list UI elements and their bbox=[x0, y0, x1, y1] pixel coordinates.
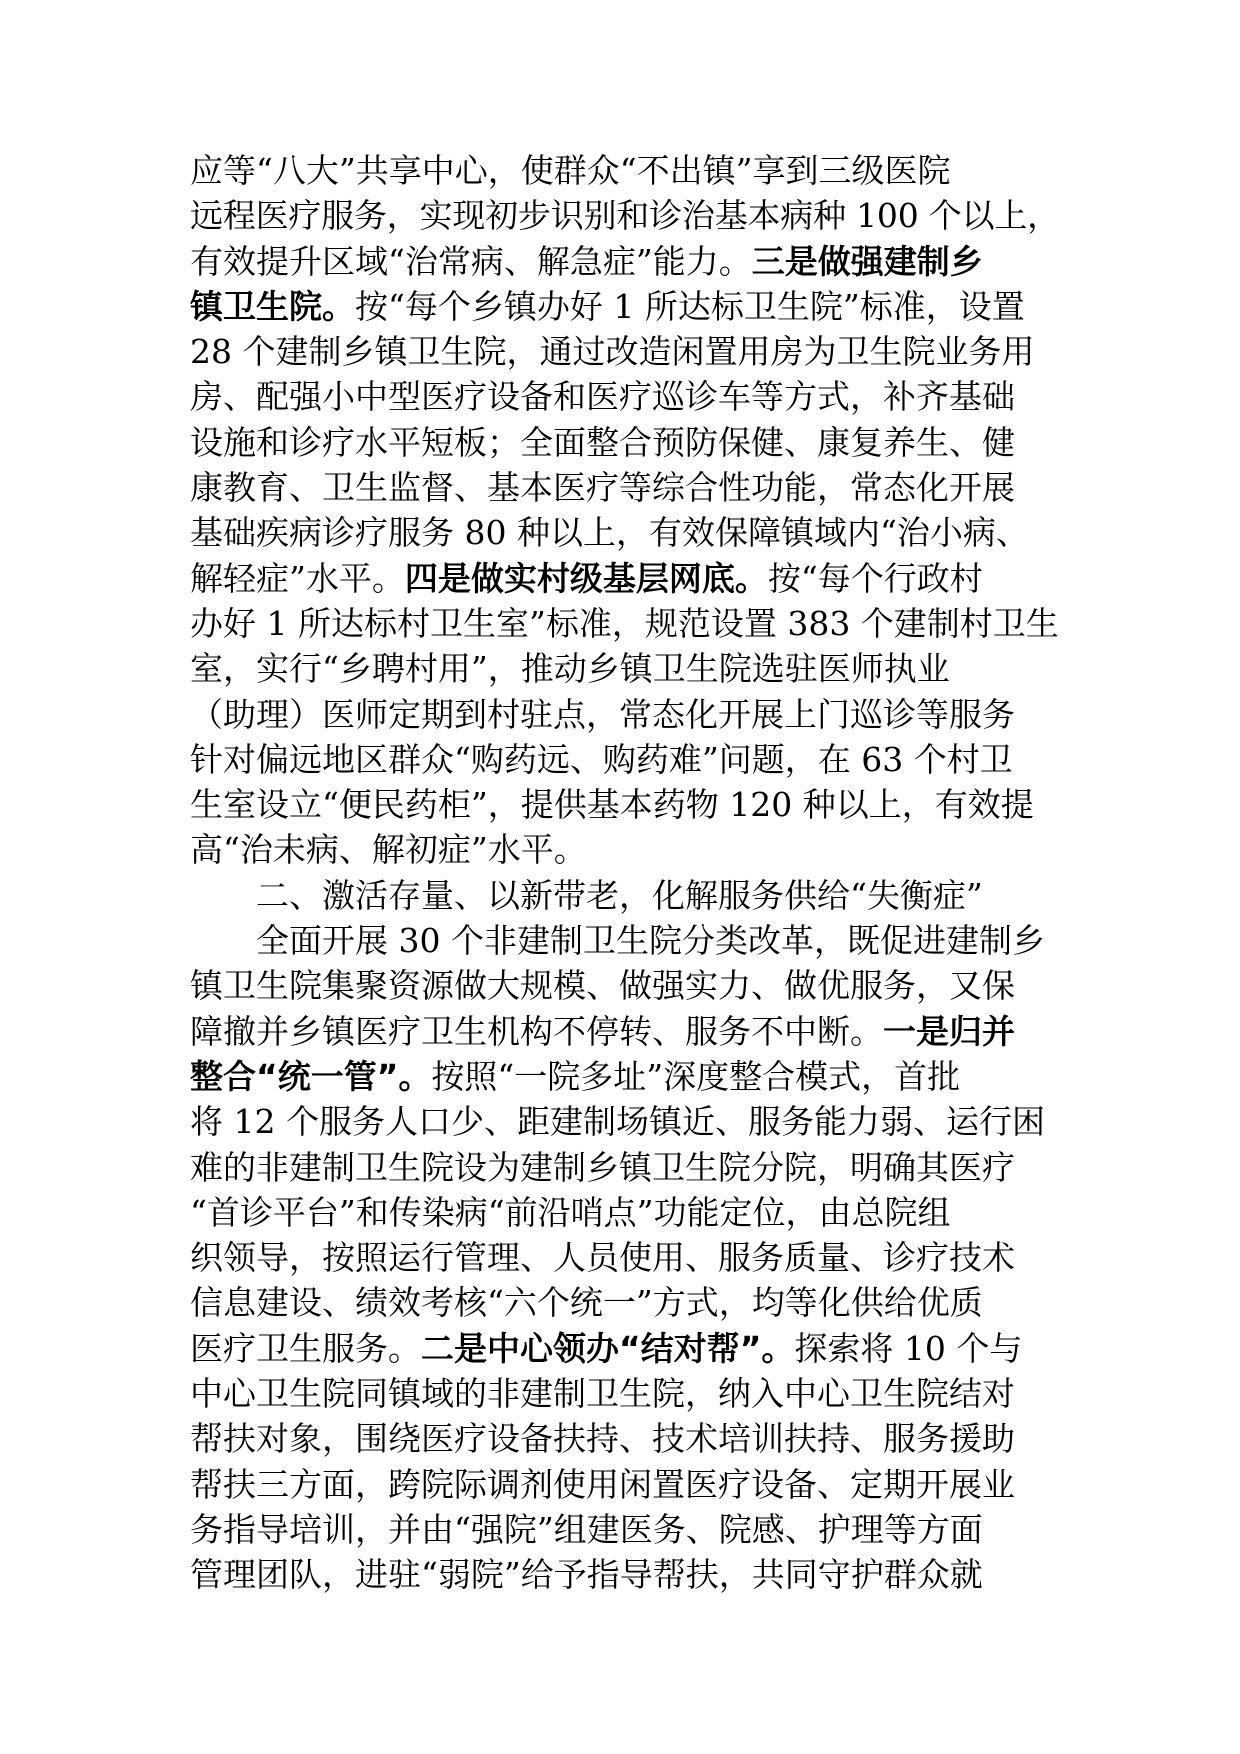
text-line bbox=[190, 646, 1060, 691]
text-run: 有效提升区域“治常病、解急症”能力。 bbox=[190, 241, 752, 281]
text-line bbox=[190, 1462, 1060, 1507]
text-run: 针对偏远地区群众“购药远、购药难”问题，在 63 个村卫 bbox=[190, 739, 1013, 779]
text-line bbox=[190, 1326, 1060, 1371]
text-run: 室，实行“乡聘村用”，推动乡镇卫生院选驻医师执业 bbox=[190, 649, 950, 689]
text-run: （助理）医师定期到村驻点，常态化开展上门巡诊等服务 bbox=[190, 694, 1015, 734]
text-line bbox=[190, 1371, 1060, 1416]
text-run: 织领导，按照运行管理、人员使用、服务质量、诊疗技术 bbox=[190, 1238, 1015, 1278]
text-line bbox=[190, 918, 1060, 963]
text-line bbox=[190, 1235, 1060, 1280]
text-run: 管理团队，进驻“弱院”给予指导帮扶，共同守护群众就 bbox=[190, 1555, 983, 1595]
text-line bbox=[190, 239, 1060, 284]
text-line bbox=[190, 1190, 1060, 1235]
text-run: 康教育、卫生监督、基本医疗等综合性功能，常态化开展 bbox=[190, 468, 1015, 508]
text-line bbox=[190, 556, 1060, 601]
text-run: 应等“八大”共享中心，使群众“不出镇”享到三级医院 bbox=[190, 151, 951, 190]
text-run: 医疗卫生服务。 bbox=[190, 1328, 421, 1368]
text-line bbox=[190, 374, 1060, 419]
text-line bbox=[190, 601, 1060, 646]
text-line bbox=[190, 465, 1060, 510]
text-line bbox=[190, 148, 1060, 193]
text-line bbox=[190, 1099, 1060, 1144]
text-run: 远程医疗服务，实现初步识别和诊治基本病种 100 个以上， bbox=[190, 196, 1060, 236]
text-line bbox=[190, 873, 1060, 918]
text-run: 设施和诊疗水平短板；全面整合预防保健、康复养生、健 bbox=[190, 422, 1015, 462]
text-run: “首诊平台”和传染病“前沿哨点”功能定位，由总院组 bbox=[190, 1192, 951, 1232]
text-run: 帮扶三方面，跨院际调剂使用闲置医疗设备、定期开展业 bbox=[190, 1464, 1015, 1504]
text-run: 信息建设、绩效考核“六个统一”方式，均等化供给优质 bbox=[190, 1283, 983, 1323]
text-line bbox=[190, 1280, 1060, 1325]
text-run: 解轻症”水平。 bbox=[190, 558, 405, 598]
text-run: 办好 1 所达标村卫生室”标准，规范设置 383 个建制村卫生 bbox=[190, 603, 1059, 643]
bold-run: 一是归并 bbox=[883, 1011, 1015, 1051]
bold-run: 整合“统一管”。 bbox=[190, 1056, 432, 1096]
text-run: 全面开展 30 个非建制卫生院分类改革，既促进建制乡 bbox=[190, 921, 1045, 961]
text-run: 将 12 个服务人口少、距建制场镇近、服务能力弱、运行困 bbox=[190, 1102, 1045, 1142]
text-line bbox=[190, 737, 1060, 782]
text-line bbox=[190, 1552, 1060, 1597]
text-run: 中心卫生院同镇域的非建制卫生院，纳入中心卫生院结对 bbox=[190, 1374, 1015, 1414]
text-line bbox=[190, 1507, 1060, 1552]
text-line bbox=[190, 193, 1060, 238]
body-text bbox=[190, 148, 1060, 1598]
text-run: 按“每个行政村 bbox=[767, 558, 983, 598]
text-run: 按照“一院多址”深度整合模式，首批 bbox=[431, 1056, 961, 1096]
text-run: 探索将 10 个与 bbox=[794, 1328, 1023, 1368]
text-run: 二、激活存量、以新带老，化解服务供给“失衡症” bbox=[190, 875, 983, 915]
text-line bbox=[190, 692, 1060, 737]
text-run: 务指导培训，并由“强院”组建医务、院感、护理等方面 bbox=[190, 1509, 983, 1549]
text-run: 生室设立“便民药柜”，提供基本药物 120 种以上，有效提 bbox=[190, 785, 1034, 825]
text-run: 28 个建制乡镇卫生院，通过改造闲置用房为卫生院业务用 bbox=[190, 332, 1035, 372]
bold-run: 三是做强建制乡 bbox=[751, 241, 983, 281]
text-line bbox=[190, 1145, 1060, 1190]
text-line bbox=[190, 1054, 1060, 1099]
text-run: 难的非建制卫生院设为建制乡镇卫生院分院，明确其医疗 bbox=[190, 1147, 1015, 1187]
text-run: 帮扶对象，围绕医疗设备扶持、技术培训扶持、服务援助 bbox=[190, 1419, 1015, 1459]
text-line bbox=[190, 1009, 1060, 1054]
text-run: 房、配强小中型医疗设备和医疗巡诊车等方式，补齐基础 bbox=[190, 377, 1015, 417]
bold-run: 镇卫生院。 bbox=[190, 286, 355, 326]
text-line bbox=[190, 827, 1060, 872]
text-line bbox=[190, 420, 1060, 465]
text-run: 基础疾病诊疗服务 80 种以上，有效保障镇域内“治小病、 bbox=[190, 513, 1029, 553]
text-line bbox=[190, 329, 1060, 374]
text-line bbox=[190, 284, 1060, 329]
text-line bbox=[190, 963, 1060, 1008]
bold-run: 二是中心领办“结对帮”。 bbox=[421, 1328, 795, 1368]
text-run: 镇卫生院集聚资源做大规模、做强实力、做优服务，又保 bbox=[190, 966, 1015, 1006]
text-line bbox=[190, 510, 1060, 555]
text-line bbox=[190, 782, 1060, 827]
bold-run: 四是做实村级基层网底。 bbox=[404, 558, 768, 598]
text-line bbox=[190, 1416, 1060, 1461]
text-run: 障撤并乡镇医疗卫生机构不停转、服务不中断。 bbox=[190, 1011, 883, 1051]
text-run: 高“治未病、解初症”水平。 bbox=[190, 830, 587, 870]
text-run: 按“每个乡镇办好 1 所达标卫生院”标准，设置 bbox=[355, 286, 1025, 326]
